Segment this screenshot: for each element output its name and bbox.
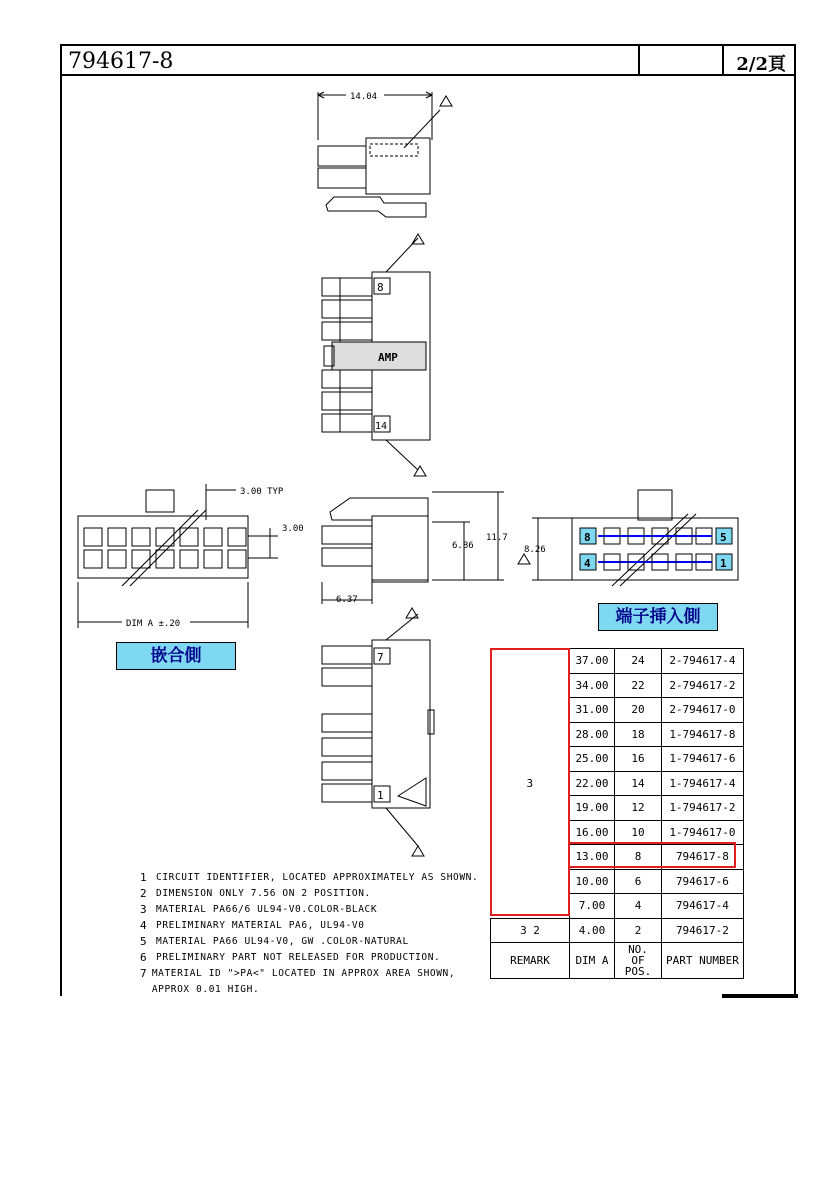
note-text: DIMENSION ONLY 7.56 ON 2 POSITION. <box>156 888 371 899</box>
bottom-view <box>322 614 434 846</box>
dim-cell: 4.00 <box>570 918 615 943</box>
note-item <box>140 902 478 918</box>
side-view-middle <box>322 492 504 604</box>
pos-cell: 4 <box>615 894 662 919</box>
remark-note-flag: 3 <box>526 776 534 790</box>
insert-pin-4: 4 <box>584 557 591 570</box>
pin-label-8: 8 <box>377 281 384 294</box>
pos-cell: 6 <box>615 869 662 894</box>
remark-cell <box>491 918 570 943</box>
insert-pin-8: 8 <box>584 531 591 544</box>
note-item <box>140 886 478 902</box>
rear-view <box>532 490 738 586</box>
pos-cell: 22 <box>615 673 662 698</box>
note-item <box>140 870 478 886</box>
pos-cell: 14 <box>615 771 662 796</box>
part-number-cell: 794617-2 <box>662 918 744 943</box>
pin-label-7: 7 <box>377 651 384 664</box>
dim-height-total: 11.7 <box>486 533 508 543</box>
dim-cell: 37.00 <box>570 649 615 674</box>
dim-cell: 31.00 <box>570 698 615 723</box>
pos-cell: 16 <box>615 747 662 772</box>
dim-cell: 7.00 <box>570 894 615 919</box>
note-item <box>140 934 478 950</box>
table-header-row <box>491 943 744 979</box>
part-number-cell: 1-794617-6 <box>662 747 744 772</box>
front-view <box>78 484 278 628</box>
dim-height-inner: 6.86 <box>452 541 474 551</box>
part-number-cell: 1-794617-2 <box>662 796 744 821</box>
note-item <box>140 918 478 934</box>
cavity-row <box>84 528 246 568</box>
note-flag: 4 <box>140 919 148 932</box>
note-flag: 6 <box>140 951 148 964</box>
header-pos: NO. OF POS. <box>615 943 662 979</box>
notes-list <box>140 870 478 998</box>
pos-cell: 20 <box>615 698 662 723</box>
pos-cell: 8 <box>615 845 662 870</box>
dim-cell: 22.00 <box>570 771 615 796</box>
insert-pin-1: 1 <box>720 557 727 570</box>
note-text: MATERIAL ID ">PA<" LOCATED IN APPROX AREA SHOWN, APPROX 0.01 HIGH. <box>151 968 456 995</box>
note-item <box>140 950 478 966</box>
part-number-cell: 1-794617-0 <box>662 820 744 845</box>
note-text: CIRCUIT IDENTIFIER, LOCATED APPROXIMATELY AS SHOWN. <box>156 872 479 883</box>
pin-label-14: 14 <box>375 421 388 432</box>
terminal-insert-side-label: 端子挿入側 <box>598 603 718 631</box>
part-number-cell: 1-794617-4 <box>662 771 744 796</box>
note-flag: 1 <box>140 871 148 884</box>
part-number-cell: 794617-6 <box>662 869 744 894</box>
insert-pin-5: 5 <box>720 531 727 544</box>
dim-cell: 16.00 <box>570 820 615 845</box>
dim-cell: 13.00 <box>570 845 615 870</box>
page-number: 2/2頁 <box>736 54 786 75</box>
part-number-cell: 794617-8 <box>662 845 744 870</box>
dim-cell: 10.00 <box>570 869 615 894</box>
note-item <box>140 966 460 998</box>
remark-highlight-box <box>490 648 570 916</box>
dim-row-spacing: 3.00 <box>282 524 304 534</box>
mating-side-label: 嵌合側 <box>116 642 236 670</box>
dim-cell: 28.00 <box>570 722 615 747</box>
pos-cell: 2 <box>615 918 662 943</box>
pos-cell: 10 <box>615 820 662 845</box>
remark-note-flags: 3 2 <box>520 923 540 937</box>
part-number-cell: 2-794617-2 <box>662 673 744 698</box>
note-flag: 7 <box>140 967 148 980</box>
note-text: PRELIMINARY PART NOT RELEASED FOR PRODUCTION. <box>156 952 441 963</box>
side-view-top <box>318 92 440 217</box>
note-text: MATERIAL PA66/6 UL94-V0.COLOR-BLACK <box>156 904 378 915</box>
note-flag: 5 <box>140 935 148 948</box>
pos-cell: 24 <box>615 649 662 674</box>
note-flag: 2 <box>140 887 148 900</box>
dim-cell: 19.00 <box>570 796 615 821</box>
part-number-cell: 2-794617-4 <box>662 649 744 674</box>
part-title: 794617-8 <box>68 49 174 74</box>
dim-a: DIM A ±.20 <box>126 619 181 629</box>
table-row <box>491 918 744 943</box>
pos-cell: 18 <box>615 722 662 747</box>
part-number-cell: 794617-4 <box>662 894 744 919</box>
note-text: MATERIAL PA66 UL94-V0, GW .COLOR-NATURAL <box>156 936 409 947</box>
header-part-number: PART NUMBER <box>662 943 744 979</box>
note-flag: 3 <box>140 903 148 916</box>
pos-cell: 12 <box>615 796 662 821</box>
dim-cell: 25.00 <box>570 747 615 772</box>
top-view <box>322 238 430 470</box>
brand-mark: AMP <box>378 351 398 364</box>
note-text: PRELIMINARY MATERIAL PA6, UL94-V0 <box>156 920 365 931</box>
pin-label-1: 1 <box>377 789 384 802</box>
dim-height-rear: 8.26 <box>524 545 546 555</box>
part-number-cell: 1-794617-8 <box>662 722 744 747</box>
part-number-cell: 2-794617-0 <box>662 698 744 723</box>
selected-row-highlight <box>568 842 736 868</box>
highlighted-cavities <box>580 528 732 570</box>
header-remark: REMARK <box>491 943 570 979</box>
dim-cell: 34.00 <box>570 673 615 698</box>
dim-overall-length: 14.04 <box>350 92 378 102</box>
header-dim-a: DIM A <box>570 943 615 979</box>
dim-latch: 6.37 <box>336 595 358 605</box>
dim-pitch: 3.00 TYP <box>240 487 284 497</box>
